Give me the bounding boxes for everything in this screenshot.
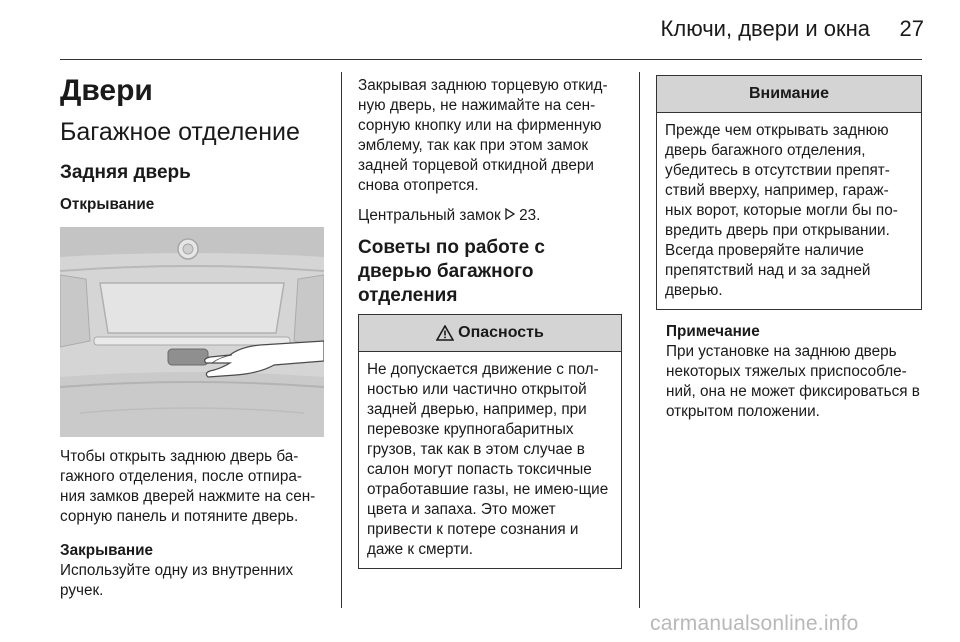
danger-box	[358, 314, 622, 569]
section-title-cargo: Багажное отделение	[60, 118, 300, 146]
tips-heading: Советы по работе с дверью багажного отделения	[358, 237, 546, 306]
opening-text: Чтобы открыть заднюю дверь ба-гажного отделения, после отпира-ния замков дверей нажмите на сен-сорную панель и потяните дверь.	[60, 448, 316, 525]
middle-column	[358, 70, 622, 569]
section-title-rear-door: Задняя дверь	[60, 162, 191, 183]
opening-heading: Открывание	[60, 196, 155, 213]
right-column	[656, 70, 922, 422]
header-rule	[60, 59, 922, 60]
warning-triangle-icon	[436, 325, 454, 341]
note-text: При установке на заднюю дверь некоторых тяжелых приспособле-ний, она не может фиксироваться в открытом положении.	[666, 343, 920, 420]
danger-title: Опасность	[458, 324, 544, 341]
note-heading: Примечание	[666, 323, 760, 340]
central-lock-text: Центральный замок	[358, 207, 501, 224]
central-lock-reference	[358, 206, 622, 226]
caution-box	[656, 75, 922, 310]
left-column	[60, 70, 322, 601]
column-divider-1	[341, 72, 342, 608]
danger-box-header	[359, 315, 621, 352]
page-reference-icon	[505, 208, 515, 220]
watermark: carmanualsonline.info	[650, 612, 859, 635]
caution-box-header	[657, 76, 921, 113]
caution-text: Прежде чем открывать заднюю дверь багажного отделения, убедитесь в отсутствии препят-ствий вверху, например, гараж-ных ворот, которые могли бы по-вредить дверь при открывании. Всегда проверяйте наличие препятствий над и за задней дверью.	[665, 122, 898, 299]
danger-text: Не допускается движение с пол-ностью или частично открытой задней дверью, например, при перевозке крупногабаритных грузов, так как в этом случае в салон могут попасть токсичные отработавшие газы, не имею-щие цвета и запаха. Это может привести к потере сознания и даже к смерти.	[367, 361, 609, 558]
page-number: 27	[899, 16, 924, 41]
closing-advice-text: Закрывая заднюю торцевую откид-ную дверь, не нажимайте на сен-сорную кнопку или на фирменную эмблему, так как при этом замок задней торцевой откидной двери снова отопрется.	[358, 77, 608, 194]
central-lock-page: 23.	[519, 207, 541, 224]
closing-text: Используйте одну из внутренних ручек.	[60, 562, 294, 599]
section-title-doors: Двери	[60, 74, 153, 107]
column-divider-2	[639, 72, 640, 608]
caution-title: Внимание	[749, 85, 829, 102]
tailgate-illustration	[60, 227, 324, 437]
header-title: Ключи, двери и окна	[660, 16, 870, 41]
closing-heading: Закрывание	[60, 542, 154, 559]
